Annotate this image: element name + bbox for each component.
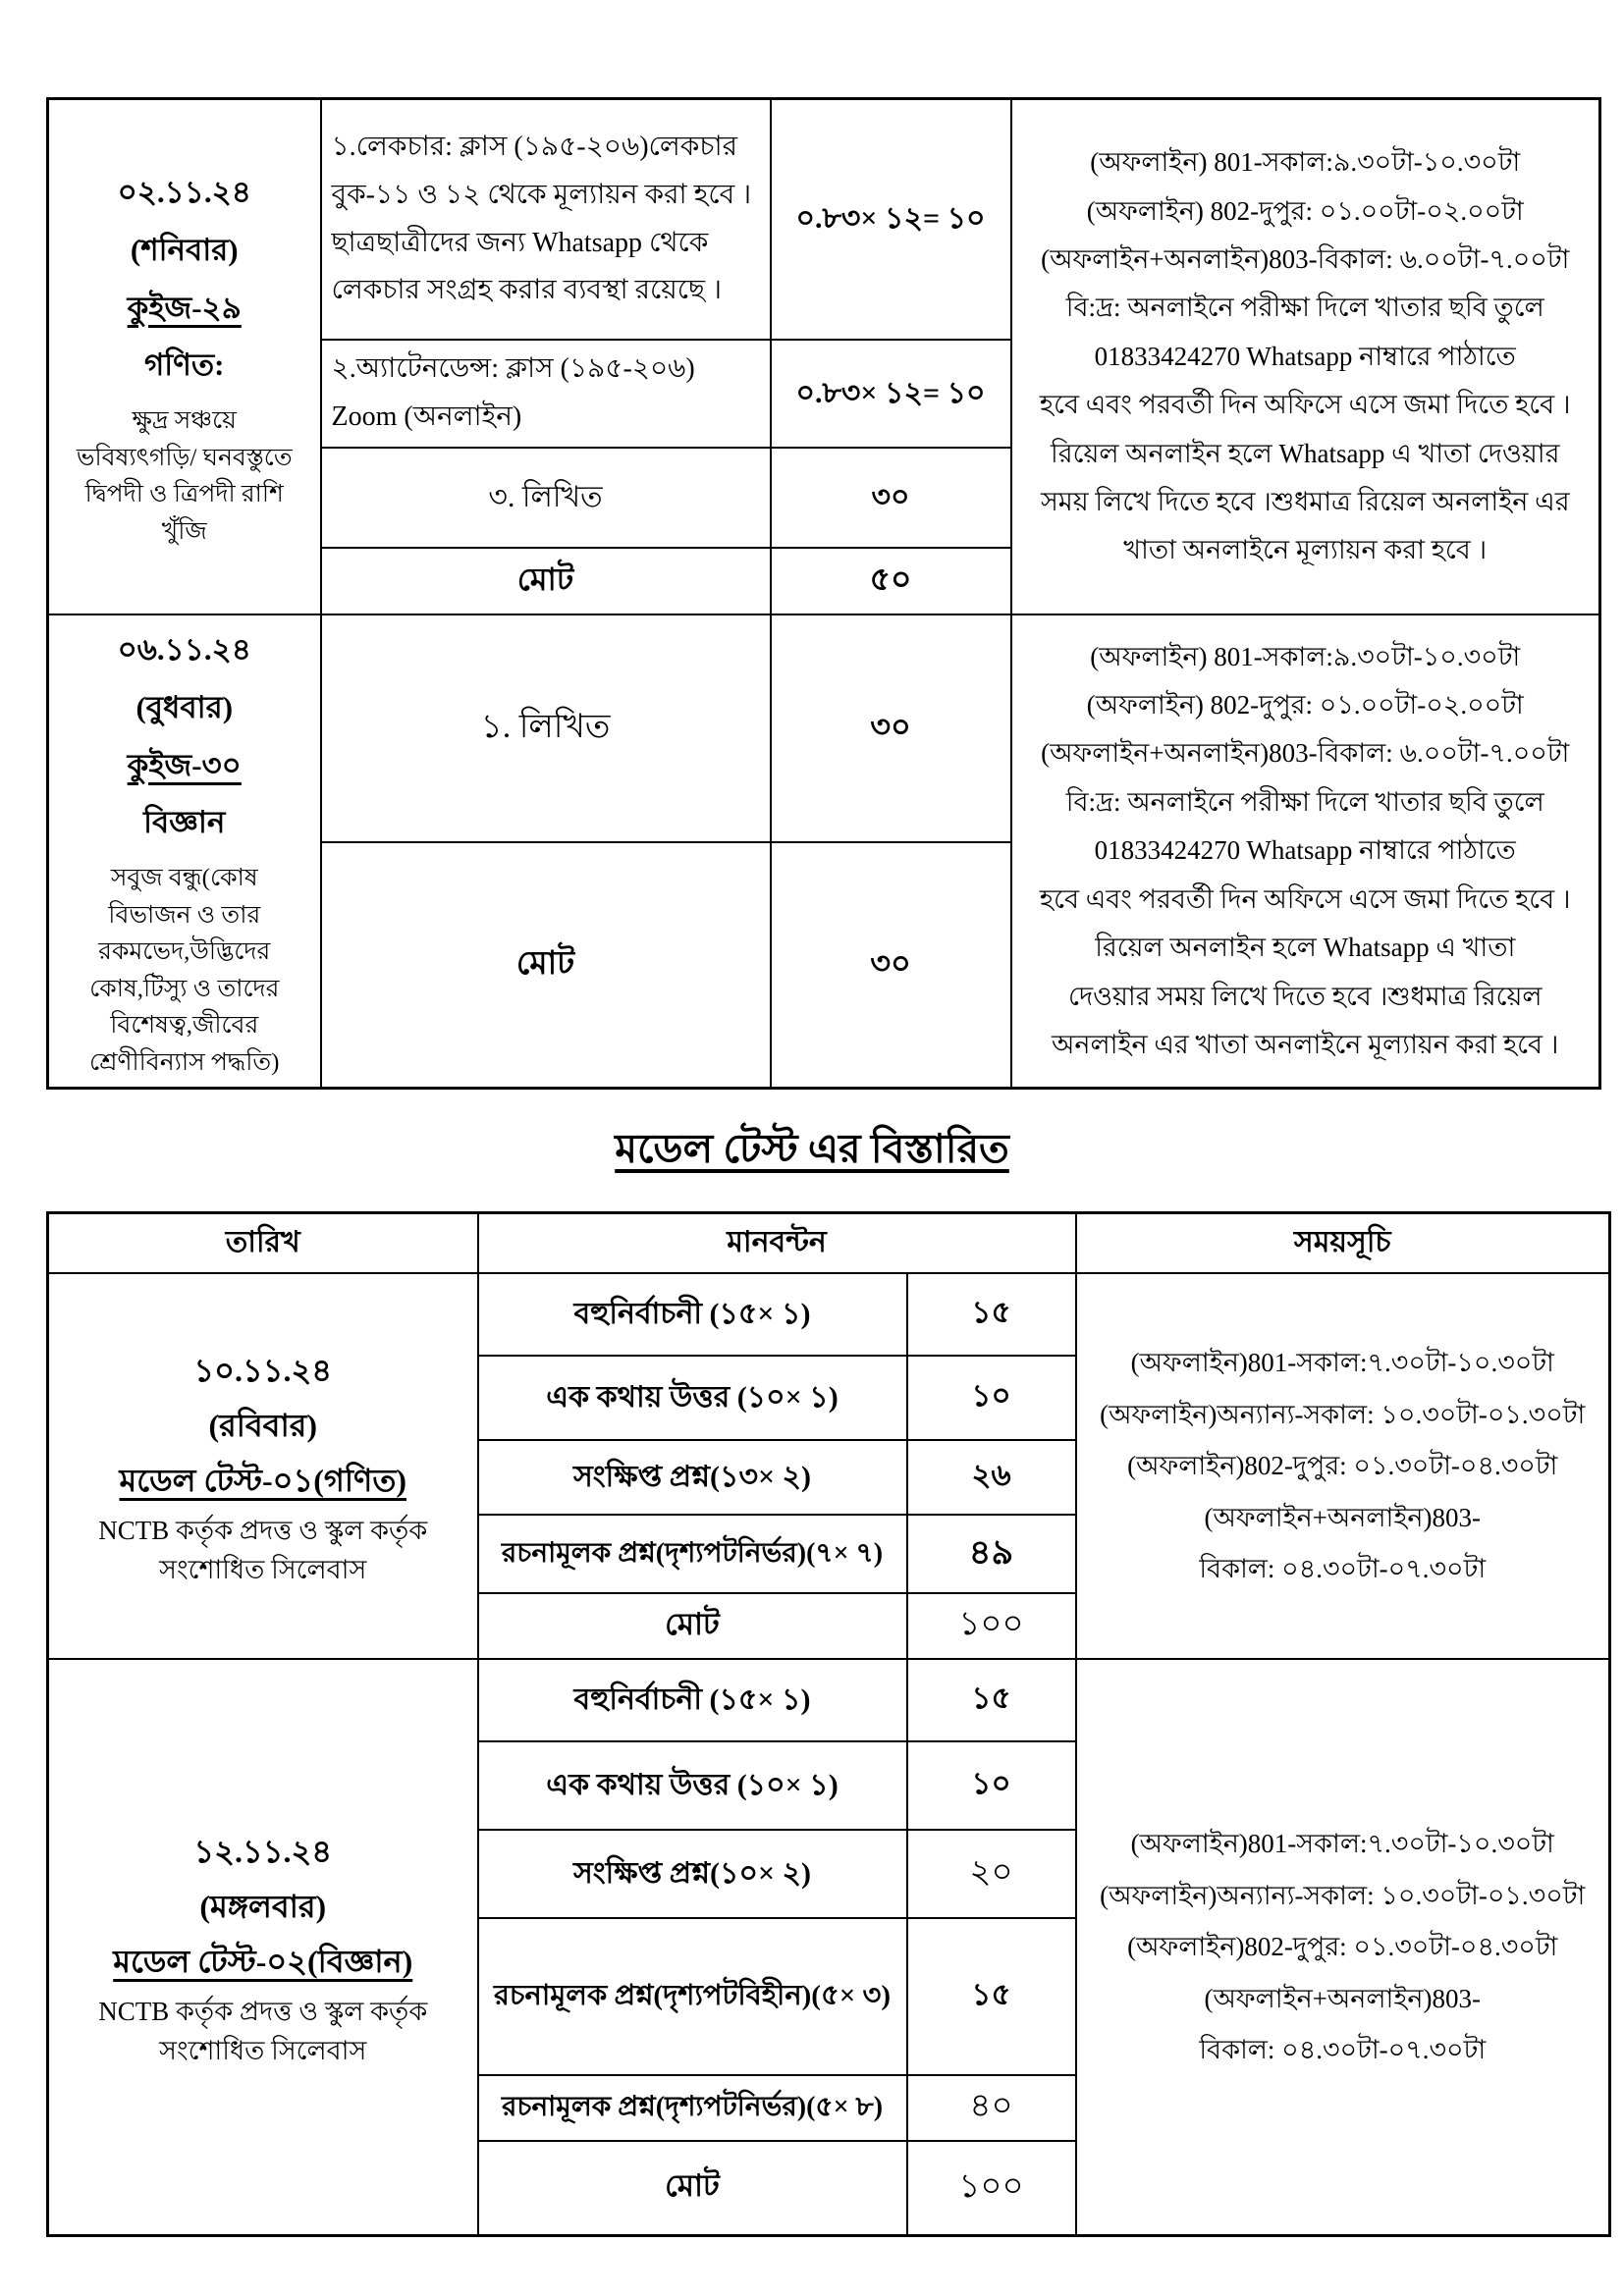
model-row-2-mcq	[48, 1659, 1610, 1741]
schedule-line: (অফলাইন)802-দুপুর: ০১.৩০টা-০৪.৩০টা	[1127, 1932, 1558, 1962]
model-item-label: সংক্ষিপ্ত প্রশ্ন(১০× ২)	[478, 1830, 907, 1918]
model-test-name: মডেল টেস্ট-০১(গণিত)	[119, 1463, 406, 1499]
model-item-mark: ১৫	[907, 1273, 1076, 1356]
section-heading	[0, 1118, 1624, 1186]
quiz-item-label: ৩. লিখিত	[321, 448, 771, 548]
schedule-line: 01833424270 Whatsapp নাম্বারে পাঠাতে	[1094, 341, 1516, 371]
model-item-mark: ৪৯	[907, 1515, 1076, 1593]
schedule-line: (অফলাইন+অনলাইন)803-বিকাল: ৬.০০টা-৭.০০টা	[1041, 738, 1570, 769]
quiz-day: (শনিবার)	[130, 232, 239, 267]
schedule-line: বিকাল: ০৪.৩০টা-০৭.৩০টা	[1199, 2035, 1487, 2065]
model-2-date-cell	[48, 1659, 478, 2236]
model-row-1-mcq	[48, 1273, 1610, 1356]
model-test-table	[46, 1211, 1611, 2237]
schedule-line: সময় লিখে দিতে হবে ।শুধমাত্র রিয়েল অনলাইন এর	[1040, 487, 1570, 517]
model-day: (মঙ্গলবার)	[199, 1889, 327, 1925]
model-day: (রবিবার)	[208, 1408, 318, 1444]
model-syllabus: NCTB কর্তৃক প্রদত্ত ও স্কুল কর্তৃক সংশোধিত সিলেবাস	[98, 1516, 428, 1584]
quiz-item-label: ২.অ্যাটেনডেন্স: ক্লাস (১৯৫-২০৬) Zoom (অনলাইন)	[321, 340, 771, 448]
schedule-line: বি:দ্র: অনলাইনে পরীক্ষা দিলে খাতার ছবি তুলে	[1065, 786, 1544, 817]
section-heading-text: মডেল টেস্ট এর বিস্তারিত	[615, 1126, 1009, 1171]
header-marks-distribution: মানবন্টন	[478, 1213, 1076, 1274]
model-total-label: মোট	[478, 1593, 907, 1659]
model-item-label: বহুনির্বাচনী (১৫× ১)	[478, 1273, 907, 1356]
model-item-label: এক কথায় উত্তর (১০× ১)	[478, 1356, 907, 1440]
quiz-row-1-lecture	[48, 99, 1600, 341]
model-item-mark: ১০	[907, 1741, 1076, 1830]
schedule-line: (অফলাইন)801-সকাল:৭.৩০টা-১০.৩০টা	[1130, 1828, 1554, 1858]
quiz-item-mark: ৩০	[771, 614, 1011, 842]
model-syllabus: NCTB কর্তৃক প্রদত্ত ও স্কুল কর্তৃক সংশোধিত সিলেবাস	[98, 1997, 428, 2065]
quiz-item-mark: ০.৮৩× ১২= ১০	[771, 340, 1011, 448]
schedule-line: (অফলাইন) 802-দুপুর: ০১.০০টা-০২.০০টা	[1086, 690, 1524, 721]
quiz-item-label: ১.লেকচার: ক্লাস (১৯৫-২০৬)লেকচার বুক-১১ ও ১২ থেকে মূল্যায়ন করা হবে । ছাত্রছাত্রীদের জন্য Whatsapp থেকে লেকচার সংগ্রহ করার ব্যবস্থা রয়েছে ।	[321, 99, 771, 341]
quiz-table	[46, 97, 1601, 1090]
model-date: ১২.১১.২৪	[193, 1834, 333, 1870]
quiz-subject: গণিত:	[143, 347, 225, 383]
quiz-2-date-cell	[48, 614, 321, 1089]
model-1-schedule-cell	[1076, 1273, 1610, 1659]
model-item-label: রচনামূলক প্রশ্ন(দৃশ্যপটনির্ভর)(৭× ৭)	[478, 1515, 907, 1593]
schedule-line: বি:দ্র: অনলাইনে পরীক্ষা দিলে খাতার ছবি তুলে	[1065, 293, 1544, 323]
schedule-line: (অফলাইন) 801-সকাল:৯.৩০টা-১০.৩০টা	[1090, 641, 1521, 671]
model-date: ১০.১১.২৪	[193, 1353, 333, 1389]
quiz-total-mark: ৫০	[771, 548, 1011, 614]
quiz-item-label: ১. লিখিত	[321, 614, 771, 842]
quiz-total-mark: ৩০	[771, 842, 1011, 1089]
schedule-line: (অফলাইন)অন্যান্য-সকাল: ১০.৩০টা-০১.৩০টা	[1100, 1880, 1586, 1910]
schedule-line: দেওয়ার সময় লিখে দিতে হবে ।শুধমাত্র রিয়েল	[1068, 981, 1543, 1011]
schedule-line: (অফলাইন+অনলাইন)803-	[1204, 1502, 1482, 1532]
quiz-subject: বিজ্ঞান	[143, 805, 226, 840]
schedule-line: (অফলাইন) 802-দুপুর: ০১.০০টা-০২.০০টা	[1086, 195, 1524, 226]
quiz-2-schedule-cell	[1011, 614, 1600, 1089]
model-1-date-cell	[48, 1273, 478, 1659]
model-item-mark: ১৫	[907, 1659, 1076, 1741]
quiz-number: কুইজ-৩০	[127, 747, 242, 782]
quiz-item-mark: ৩০	[771, 448, 1011, 548]
model-test-name: মডেল টেস্ট-০২(বিজ্ঞান)	[113, 1944, 413, 1980]
quiz-date: ০২.১১.২৪	[117, 174, 251, 209]
schedule-line: বিকাল: ০৪.৩০টা-০৭.৩০টা	[1199, 1554, 1487, 1584]
model-item-mark: ১৫	[907, 1918, 1076, 2075]
model-item-mark: ২০	[907, 1830, 1076, 1918]
model-item-mark: ২৬	[907, 1440, 1076, 1515]
quiz-1-schedule-cell	[1011, 99, 1600, 615]
model-total-mark: ১০০	[907, 2141, 1076, 2236]
model-table-header-row	[48, 1213, 1610, 1274]
model-item-mark: ১০	[907, 1356, 1076, 1440]
schedule-line: (অফলাইন) 801-সকাল:৯.৩০টা-১০.৩০টা	[1090, 147, 1521, 178]
model-total-mark: ১০০	[907, 1593, 1076, 1659]
schedule-line: রিয়েল অনলাইন হলে Whatsapp এ খাতা	[1095, 933, 1516, 963]
model-item-label: সংক্ষিপ্ত প্রশ্ন(১৩× ২)	[478, 1440, 907, 1515]
schedule-line: (অফলাইন)802-দুপুর: ০১.৩০টা-০৪.৩০টা	[1127, 1451, 1558, 1481]
schedule-line: (অফলাইন)অন্যান্য-সকাল: ১০.৩০টা-০১.৩০টা	[1100, 1399, 1586, 1429]
model-2-schedule-cell	[1076, 1659, 1610, 2236]
quiz-item-mark: ০.৮৩× ১২= ১০	[771, 99, 1011, 341]
schedule-line: রিয়েল অনলাইন হলে Whatsapp এ খাতা দেওয়ার	[1051, 438, 1560, 468]
quiz-topic: ক্ষুদ্র সঞ্চয়ে ভবিষ্যৎগড়ি/ ঘনবস্তুতে দ্বিপদী ও ত্রিপদী রাশি খুঁজি	[76, 407, 293, 545]
schedule-line: হবে এবং পরবর্তী দিন অফিসে এসে জমা দিতে হবে ।	[1039, 390, 1571, 420]
header-schedule: সময়সূচি	[1076, 1213, 1610, 1274]
model-item-label: রচনামূলক প্রশ্ন(দৃশ্যপটবিহীন)(৫× ৩)	[478, 1918, 907, 2075]
quiz-topic: সবুজ বন্ধু(কোষ বিভাজন ও তার রকমভেদ,উদ্ভিদের কোষ,টিস্যু ও তাদের বিশেষত্ব,জীবের শ্রেণীবিন্যাস পদ্ধতি)	[89, 865, 280, 1076]
quiz-total-label: মোট	[321, 842, 771, 1089]
schedule-line: খাতা অনলাইনে মূল্যায়ন করা হবে ।	[1123, 535, 1488, 565]
schedule-line: 01833424270 Whatsapp নাম্বারে পাঠাতে	[1094, 835, 1516, 866]
model-item-label: এক কথায় উত্তর (১০× ১)	[478, 1741, 907, 1830]
schedule-line: (অফলাইন)801-সকাল:৭.৩০টা-১০.৩০টা	[1130, 1347, 1554, 1377]
quiz-row-2-written	[48, 614, 1600, 842]
model-item-label: রচনামূলক প্রশ্ন(দৃশ্যপটনির্ভর)(৫× ৮)	[478, 2075, 907, 2141]
schedule-line: হবে এবং পরবর্তী দিন অফিসে এসে জমা দিতে হবে ।	[1039, 883, 1571, 914]
quiz-day: (বুধবার)	[135, 689, 234, 724]
schedule-line: (অফলাইন+অনলাইন)803-বিকাল: ৬.০০টা-৭.০০টা	[1041, 243, 1570, 274]
quiz-1-date-cell	[48, 99, 321, 615]
schedule-line: (অফলাইন+অনলাইন)803-	[1204, 1983, 1482, 2013]
quiz-number: কুইজ-২৯	[127, 290, 242, 325]
model-item-label: বহুনির্বাচনী (১৫× ১)	[478, 1659, 907, 1741]
model-item-mark: ৪০	[907, 2075, 1076, 2141]
header-date: তারিখ	[48, 1213, 478, 1274]
quiz-date: ০৬.১১.২৪	[117, 631, 251, 667]
schedule-line: অনলাইন এর খাতা অনলাইনে মূল্যায়ন করা হবে ।	[1052, 1029, 1559, 1059]
quiz-total-label: মোট	[321, 548, 771, 614]
model-total-label: মোট	[478, 2141, 907, 2236]
